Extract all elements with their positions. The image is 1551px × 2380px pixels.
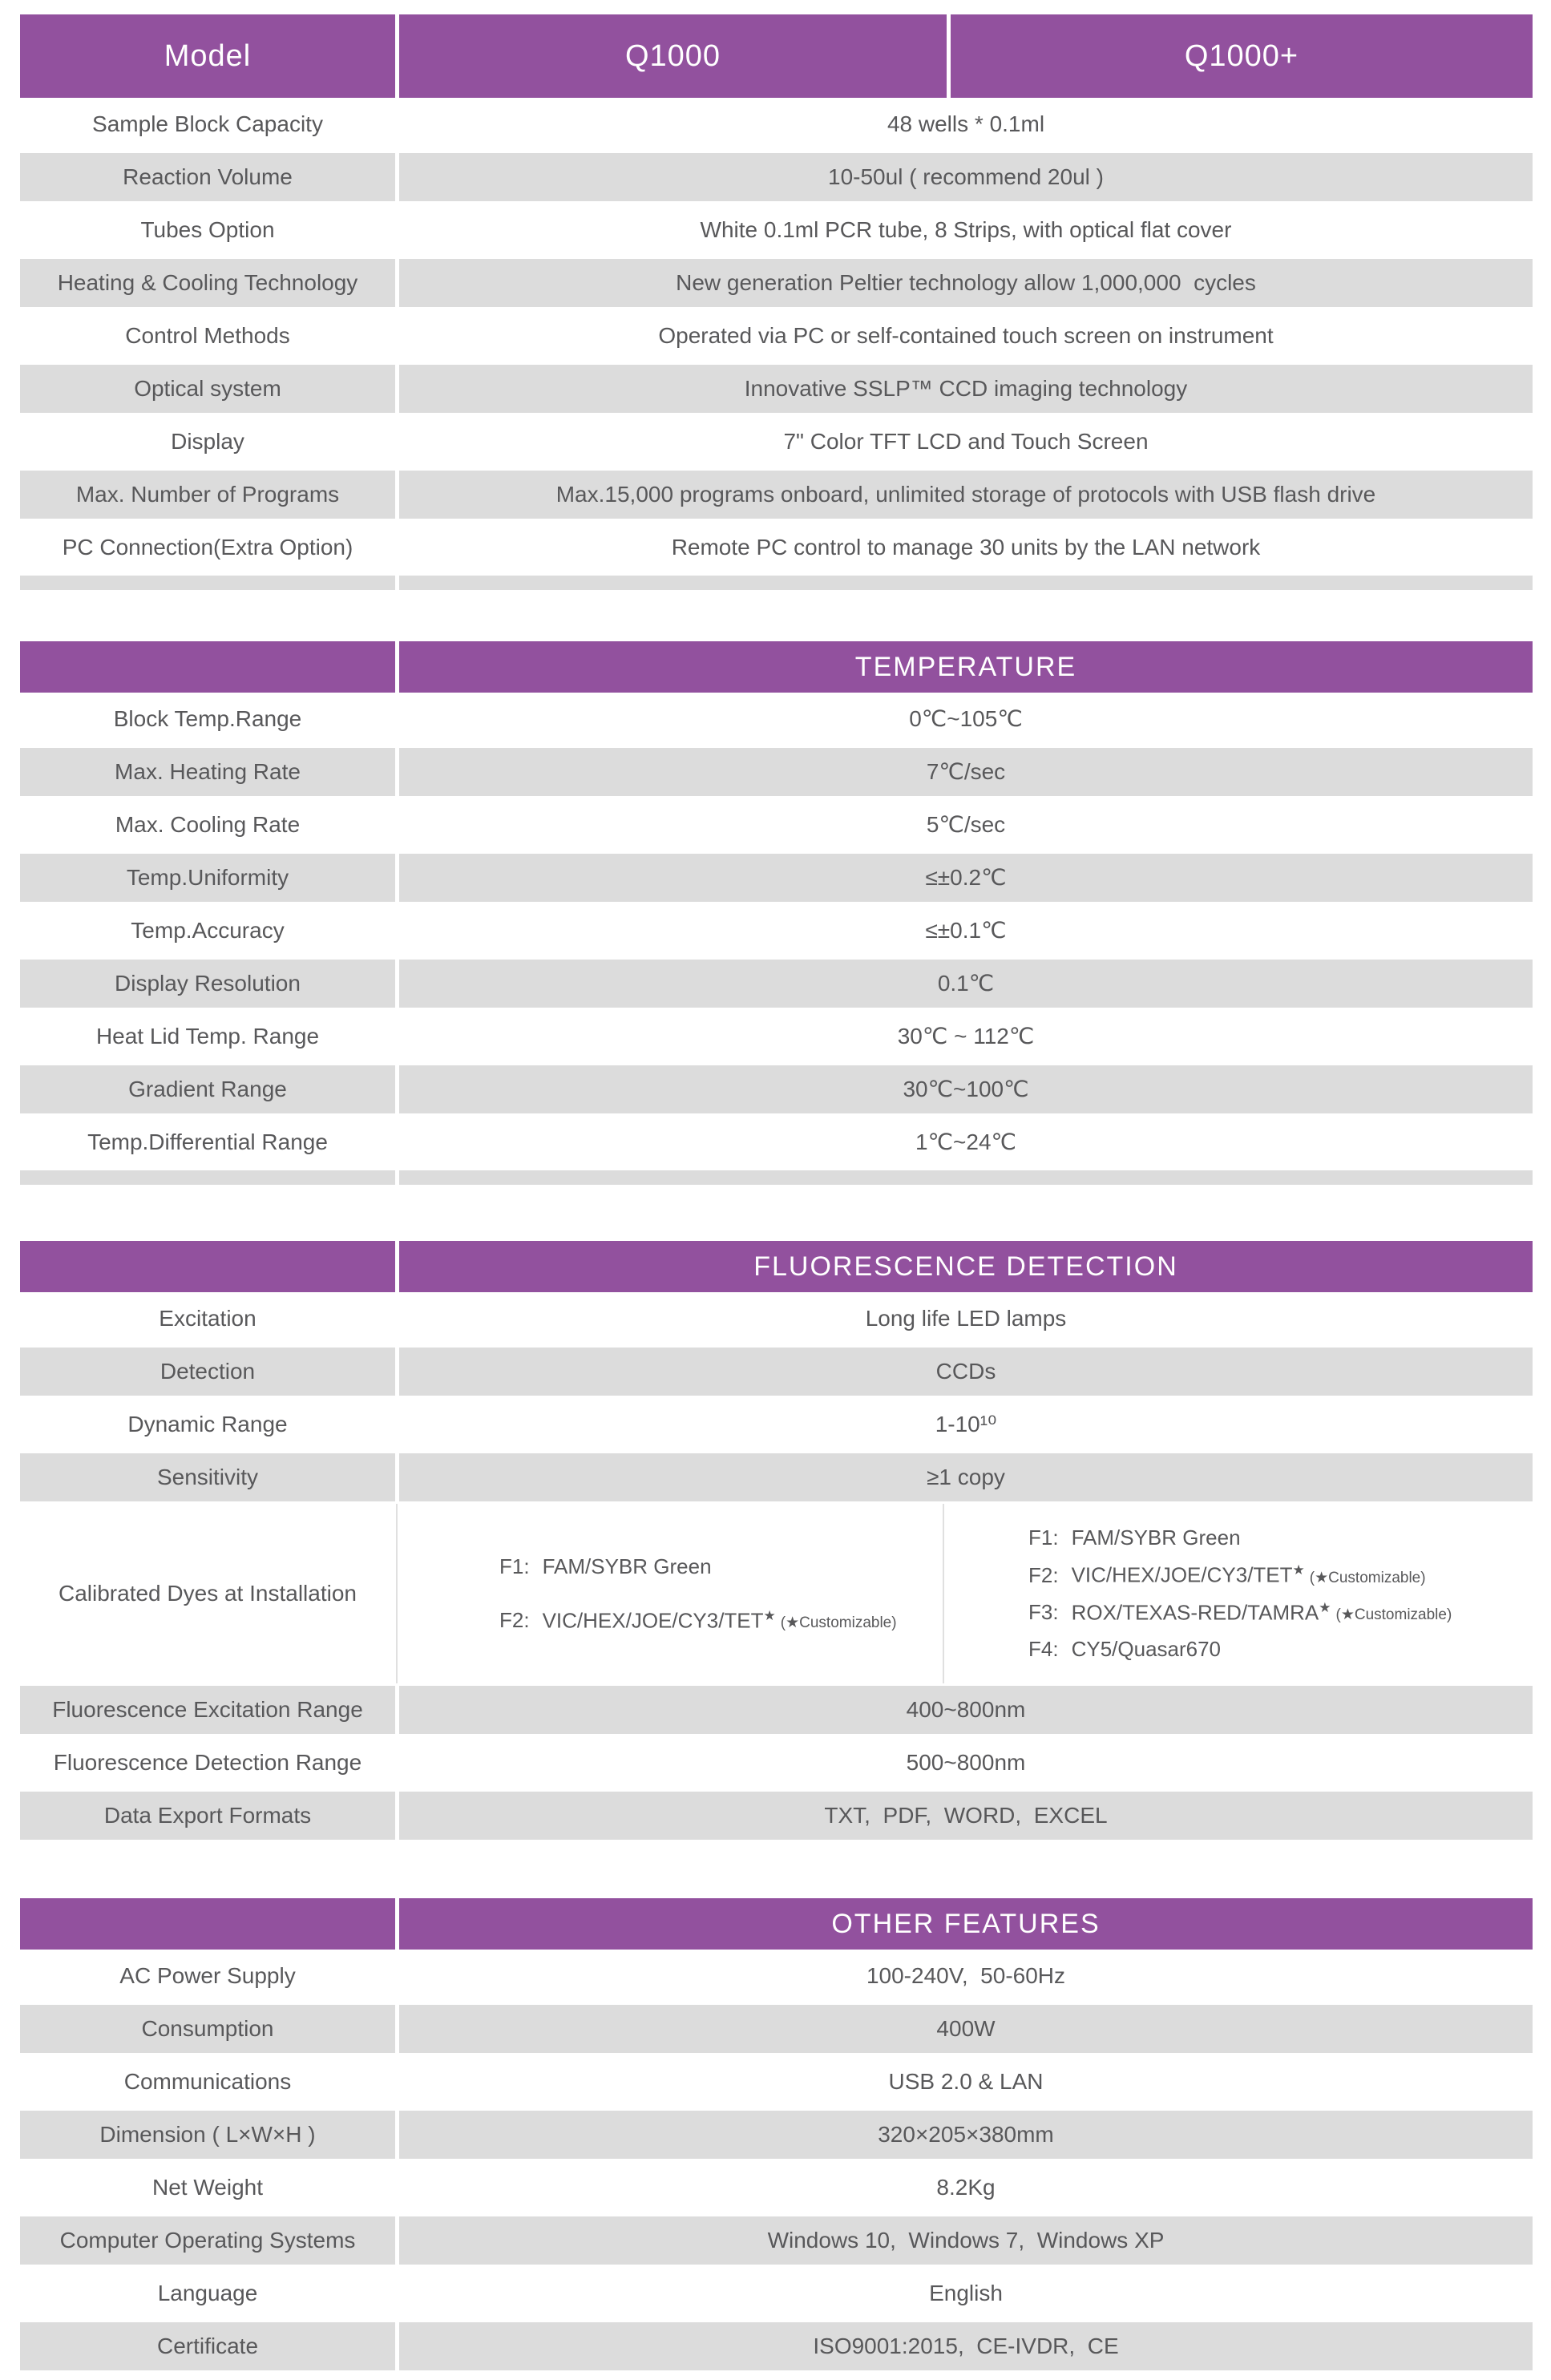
row-value: 320×205×380mm — [878, 2122, 1054, 2148]
row-label-cell — [20, 1063, 395, 1116]
row-label-cell — [20, 1683, 395, 1736]
row-value-cell — [399, 1683, 1533, 1736]
row-value: 1℃~24℃ — [915, 1129, 1016, 1155]
row-value-cell — [399, 362, 1533, 415]
trailing-strip-left — [20, 576, 395, 590]
row-label-cell — [20, 521, 395, 574]
spec-row — [20, 2214, 1533, 2267]
row-label: Tubes Option — [140, 217, 275, 243]
spec-table-fluorescence — [20, 1241, 1533, 1842]
row-label-cell — [20, 257, 395, 309]
dye-names: FAM/SYBR Green — [542, 1554, 712, 1578]
spec-table-other — [20, 1898, 1533, 2373]
row-label-cell — [20, 1116, 395, 1169]
row-value-cell — [399, 2055, 1533, 2108]
star-icon: ★ — [1292, 1562, 1305, 1578]
row-value: Operated via PC or self-contained touch screen on instrument — [658, 323, 1274, 349]
row-value: 8.2Kg — [936, 2175, 996, 2200]
spec-row — [20, 1736, 1533, 1789]
row-value: Windows 10, Windows 7, Windows XP — [767, 2228, 1165, 2253]
row-value-cell — [399, 257, 1533, 309]
row-label-cell — [20, 98, 395, 151]
row-value-cell — [399, 309, 1533, 362]
dye-line — [1028, 1601, 1533, 1625]
row-value: 100-240V, 50-60Hz — [866, 1963, 1066, 1989]
row-value-cell — [399, 98, 1533, 151]
model-header-cell — [20, 14, 395, 98]
trailing-strip-right — [399, 576, 1533, 590]
spec-row — [20, 1683, 1533, 1736]
row-label-cell — [20, 2320, 395, 2373]
row-label: Communications — [123, 2069, 292, 2095]
row-label: Computer Operating Systems — [59, 2228, 356, 2253]
row-label-cell — [20, 746, 395, 798]
row-label: Optical system — [134, 376, 281, 402]
spec-row — [20, 2267, 1533, 2320]
row-value-cell — [399, 1789, 1533, 1842]
spec-row — [20, 957, 1533, 1010]
row-label-cell — [20, 2108, 395, 2161]
dye-channel-label: F2: — [1028, 1562, 1059, 1587]
section-header-temperature — [20, 641, 1533, 693]
row-label-cell — [20, 2214, 395, 2267]
spec-row — [20, 309, 1533, 362]
column-gap — [396, 1504, 398, 1683]
spec-tables-container — [20, 14, 1533, 2373]
spec-row — [20, 904, 1533, 957]
row-value-cell — [399, 2002, 1533, 2055]
dyes-q1000-cell — [399, 1504, 943, 1683]
row-label: Temp.Accuracy — [131, 918, 285, 944]
row-value: ≤±0.1℃ — [925, 918, 1007, 944]
section-header-left-cell — [20, 1241, 395, 1292]
spec-row — [20, 1292, 1533, 1345]
row-value: 400W — [936, 2016, 996, 2042]
spec-row — [20, 693, 1533, 746]
row-label: Detection — [160, 1359, 256, 1384]
model-header-cell — [399, 14, 947, 98]
row-value: 1-10¹⁰ — [935, 1412, 997, 1437]
spec-row — [20, 746, 1533, 798]
row-value: 400~800nm — [906, 1697, 1026, 1723]
row-label-cell — [20, 204, 395, 257]
spec-row — [20, 1451, 1533, 1504]
row-value-cell — [399, 798, 1533, 851]
spec-row — [20, 1010, 1533, 1063]
section-header-left-cell — [20, 641, 395, 693]
row-value-cell — [399, 904, 1533, 957]
row-label-cell — [20, 1504, 395, 1683]
row-value: 10-50ul ( recommend 20ul ) — [828, 164, 1104, 190]
dye-channel-label: F1: — [499, 1554, 530, 1578]
row-label: Heat Lid Temp. Range — [95, 1024, 320, 1049]
section-header-other — [20, 1898, 1533, 1950]
spec-row — [20, 1504, 1533, 1683]
row-value-cell — [399, 2214, 1533, 2267]
row-label-cell — [20, 2267, 395, 2320]
dye-channel-label: F4: — [1028, 1637, 1059, 1662]
row-label-cell — [20, 693, 395, 746]
row-label: AC Power Supply — [119, 1963, 296, 1989]
row-value-cell — [399, 2108, 1533, 2161]
row-label: Display — [171, 429, 244, 455]
row-value-cell — [399, 1950, 1533, 2002]
spec-row — [20, 1116, 1533, 1169]
spec-row — [20, 1063, 1533, 1116]
row-label-cell — [20, 1950, 395, 2002]
row-label-cell — [20, 2161, 395, 2214]
row-label-cell — [20, 415, 395, 468]
row-value: 30℃~100℃ — [903, 1077, 1029, 1102]
row-label: Certificate — [156, 2334, 259, 2359]
row-label-cell — [20, 151, 395, 204]
model-header-cell — [951, 14, 1533, 98]
row-label: Heating & Cooling Technology — [57, 270, 358, 296]
row-value: White 0.1ml PCR tube, 8 Strips, with optical flat cover — [700, 217, 1232, 243]
row-label-cell — [20, 1451, 395, 1504]
row-label-cell — [20, 1010, 395, 1063]
dye-line — [499, 1609, 943, 1633]
spec-row — [20, 2108, 1533, 2161]
trailing-strip-left — [20, 1170, 395, 1185]
row-value: New generation Peltier technology allow 1,000,000 cycles — [676, 270, 1256, 296]
row-label: Sensitivity — [156, 1465, 259, 1490]
header-cell-label: Q1000 — [624, 38, 721, 73]
customizable-note: (★Customizable) — [1309, 1569, 1426, 1586]
row-label: Temp.Differential Range — [87, 1129, 328, 1155]
dyes-q1000plus-cell — [944, 1504, 1533, 1683]
section-title: FLUORESCENCE DETECTION — [753, 1251, 1178, 1282]
row-value-cell — [399, 1736, 1533, 1789]
dye-names: VIC/HEX/JOE/CY3/TET — [1071, 1562, 1293, 1587]
row-label-cell — [20, 798, 395, 851]
spec-row — [20, 1789, 1533, 1842]
row-value: English — [929, 2281, 1003, 2306]
row-label: Net Weight — [152, 2175, 263, 2200]
spec-row — [20, 798, 1533, 851]
row-label: Gradient Range — [128, 1077, 287, 1102]
dye-names: ROX/TEXAS-RED/TAMRA — [1071, 1600, 1319, 1625]
row-value: Long life LED lamps — [865, 1306, 1067, 1331]
row-value-cell — [399, 1398, 1533, 1451]
dye-channel-label: F1: — [1028, 1525, 1059, 1550]
spec-row — [20, 2320, 1533, 2373]
row-label: PC Connection(Extra Option) — [62, 535, 353, 560]
dye-channel-label: F3: — [1028, 1600, 1059, 1625]
star-icon: ★ — [1319, 1599, 1331, 1615]
spec-row — [20, 1950, 1533, 2002]
dye-line — [1028, 1563, 1533, 1587]
spec-row — [20, 415, 1533, 468]
row-label-cell — [20, 1345, 395, 1398]
row-label-cell — [20, 468, 395, 521]
row-value: USB 2.0 & LAN — [888, 2069, 1044, 2095]
spec-row — [20, 468, 1533, 521]
row-label-cell — [20, 1789, 395, 1842]
row-label-cell — [20, 1398, 395, 1451]
row-value: ≥1 copy — [927, 1465, 1005, 1490]
row-label: Data Export Formats — [103, 1803, 312, 1828]
row-value: 7℃/sec — [926, 759, 1006, 785]
row-value: Innovative SSLP™ CCD imaging technology — [744, 376, 1188, 402]
row-value: ≤±0.2℃ — [925, 865, 1007, 891]
spec-table-temperature — [20, 641, 1533, 1185]
row-label: Fluorescence Detection Range — [53, 1750, 362, 1776]
spec-table-model — [20, 14, 1533, 590]
row-value-cell — [399, 1345, 1533, 1398]
dye-names: VIC/HEX/JOE/CY3/TET — [542, 1608, 764, 1633]
section-header-left-cell — [20, 1898, 395, 1950]
row-value: 500~800nm — [906, 1750, 1026, 1776]
row-value-cell — [399, 415, 1533, 468]
spec-row — [20, 1345, 1533, 1398]
row-value-cell — [399, 2320, 1533, 2373]
row-label: Calibrated Dyes at Installation — [59, 1581, 357, 1606]
row-label: Display Resolution — [115, 971, 301, 996]
model-table-header — [20, 14, 1533, 98]
spec-row — [20, 204, 1533, 257]
row-label-cell — [20, 362, 395, 415]
spec-row — [20, 1398, 1533, 1451]
row-value: 0.1℃ — [937, 971, 995, 996]
row-label-cell — [20, 309, 395, 362]
section-header-fluorescence — [20, 1241, 1533, 1292]
row-value: Max.15,000 programs onboard, unlimited storage of protocols with USB flash drive — [555, 482, 1376, 507]
row-label: Temp.Uniformity — [126, 865, 289, 891]
spec-row — [20, 2161, 1533, 2214]
row-label-cell — [20, 957, 395, 1010]
row-value: ISO9001:2015, CE-IVDR, CE — [813, 2334, 1119, 2359]
row-label-cell — [20, 2055, 395, 2108]
row-label: Excitation — [159, 1306, 256, 1331]
section-title-cell — [399, 1241, 1533, 1292]
section-title-cell — [399, 1898, 1533, 1950]
row-label: Dynamic Range — [127, 1412, 288, 1437]
row-label: Max. Number of Programs — [75, 482, 340, 507]
spec-row — [20, 521, 1533, 574]
row-value-cell — [399, 1116, 1533, 1169]
dye-channel-label: F2: — [499, 1608, 530, 1633]
row-value-cell — [399, 521, 1533, 574]
spec-row — [20, 2055, 1533, 2108]
section-title-cell — [399, 641, 1533, 693]
row-label-cell — [20, 851, 395, 904]
spec-row — [20, 2002, 1533, 2055]
customizable-note: (★Customizable) — [1335, 1606, 1452, 1624]
row-value-cell — [399, 693, 1533, 746]
spec-row — [20, 257, 1533, 309]
row-label: Fluorescence Excitation Range — [52, 1697, 363, 1723]
row-value: TXT, PDF, WORD, EXCEL — [824, 1803, 1108, 1828]
dye-names: FAM/SYBR Green — [1071, 1525, 1241, 1550]
row-value-cell — [399, 957, 1533, 1010]
dye-line — [1028, 1526, 1533, 1550]
row-value-cell — [399, 746, 1533, 798]
dye-names: CY5/Quasar670 — [1071, 1637, 1222, 1662]
row-value: 7" Color TFT LCD and Touch Screen — [783, 429, 1149, 455]
spec-row — [20, 362, 1533, 415]
row-value: Remote PC control to manage 30 units by the LAN network — [671, 535, 1261, 560]
row-value: 5℃/sec — [926, 812, 1006, 838]
row-label: Max. Cooling Rate — [115, 812, 301, 838]
row-label-cell — [20, 1736, 395, 1789]
row-value-cell — [399, 2267, 1533, 2320]
row-label: Block Temp.Range — [113, 706, 302, 732]
header-cell-label: Model — [164, 38, 252, 73]
row-value-cell — [399, 151, 1533, 204]
row-label: Language — [157, 2281, 258, 2306]
spec-row — [20, 851, 1533, 904]
row-value-cell — [399, 2161, 1533, 2214]
row-value-cell — [399, 1451, 1533, 1504]
row-label: Reaction Volume — [123, 164, 293, 190]
trailing-strip — [20, 1170, 1533, 1185]
header-cell-label: Q1000+ — [1184, 38, 1299, 73]
trailing-strip — [20, 576, 1533, 590]
row-value: 0℃~105℃ — [909, 706, 1023, 732]
row-label: Dimension ( L×W×H ) — [99, 2122, 316, 2148]
row-value-cell — [399, 1063, 1533, 1116]
row-value-cell — [399, 204, 1533, 257]
row-value: 30℃ ~ 112℃ — [897, 1024, 1035, 1049]
dyes-split-cell — [399, 1504, 1533, 1683]
row-label: Consumption — [141, 2016, 274, 2042]
section-title: OTHER FEATURES — [831, 1908, 1101, 1939]
row-value-cell — [399, 468, 1533, 521]
row-label: Sample Block Capacity — [92, 111, 323, 137]
row-value-cell — [399, 851, 1533, 904]
row-value-cell — [399, 1010, 1533, 1063]
row-value: CCDs — [935, 1359, 996, 1384]
spec-row — [20, 151, 1533, 204]
trailing-strip-right — [399, 1170, 1533, 1185]
row-label: Max. Heating Rate — [115, 759, 301, 785]
row-label-cell — [20, 1292, 395, 1345]
star-icon: ★ — [763, 1607, 776, 1623]
row-label-cell — [20, 904, 395, 957]
dye-line — [499, 1555, 943, 1578]
row-value-cell — [399, 1292, 1533, 1345]
spec-row — [20, 98, 1533, 151]
row-label-cell — [20, 2002, 395, 2055]
customizable-note: (★Customizable) — [780, 1614, 897, 1632]
row-value: 48 wells * 0.1ml — [887, 111, 1045, 137]
section-title: TEMPERATURE — [854, 651, 1077, 682]
row-label: Control Methods — [125, 323, 290, 349]
dye-line — [1028, 1638, 1533, 1661]
